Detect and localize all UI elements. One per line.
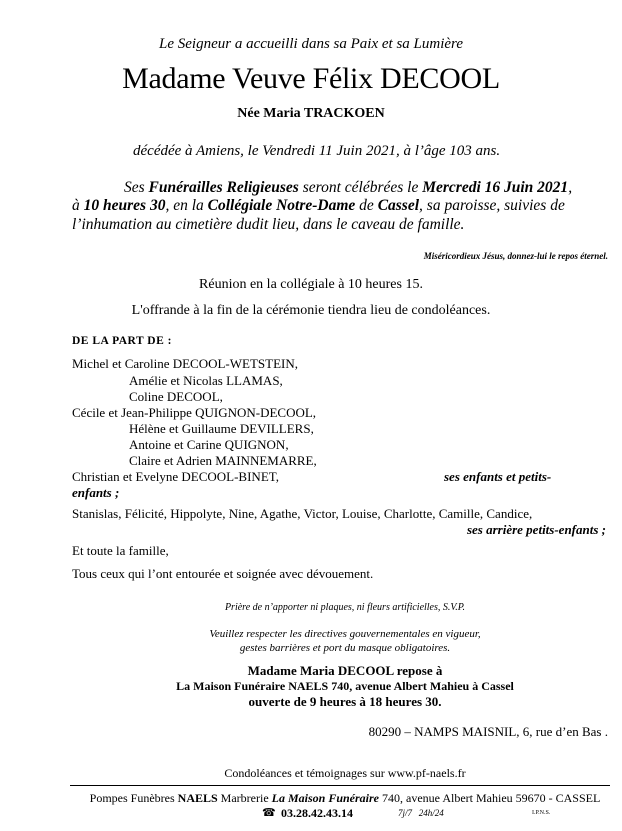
funeral-home-line: Pompes Funèbres NAELS Marbrerie La Maison Funéraire 740, avenue Albert Mahieu 59670 - CASSEL [89, 791, 601, 805]
part-header: DE LA PART DE : [72, 335, 172, 347]
footer-divider [70, 785, 610, 786]
caregivers-text: Tous ceux qui l’ont entourée et soignée avec dévouement. [72, 566, 374, 581]
condolences-text: Condoléances et témoignages sur www.pf-naels.fr [224, 766, 466, 780]
rest-line-3: ouverte de 9 heures à 18 heures 30. [248, 694, 442, 709]
family-member: Amélie et Nicolas LLAMAS, [129, 373, 283, 388]
rest-line-1: Madame Maria DECOOL repose à [247, 663, 443, 678]
covid-note-1: Veuillez respecter les directives gouvernementales en vigueur, [209, 628, 481, 640]
children-label-2: enfants ; [72, 485, 120, 500]
family-member: Hélène et Guillaume DEVILLERS, [129, 421, 314, 436]
covid-note-2: gestes barrières et port du masque obligatoires. [239, 642, 451, 654]
whole-family-text: Et toute la famille, [72, 543, 169, 558]
funeral-line-2: à 10 heures 30, en la Collégiale Notre-Dame de Cassel, sa paroisse, suivies de [72, 197, 565, 214]
death-notice: décédée à Amiens, le Vendredi 11 Juin 2021, à l’âge 103 ans. [133, 143, 501, 159]
family-member: Coline DECOOL, [129, 389, 223, 404]
phone-number: 03.28.42.43.14 [281, 806, 353, 820]
family-address: 80290 – NAMPS MAISNIL, 6, rue d’en Bas . [368, 724, 608, 739]
great-grandchildren-names: Stanislas, Félicité, Hippolyte, Nine, Agathe, Victor, Louise, Charlotte, Camille, Candice, [72, 506, 533, 521]
reunion-text: Réunion en la collégiale à 10 heures 15. [199, 277, 423, 292]
funeral-line-3: l’inhumation au cimetière dudit lieu, dans le caveau de famille. [72, 216, 465, 233]
ipns-code: I.P.N.S. [532, 810, 551, 816]
family-member: Antoine et Carine QUIGNON, [129, 437, 289, 452]
family-member: Claire et Adrien MAINNEMARRE, [129, 453, 317, 468]
family-member: Michel et Caroline DECOOL-WETSTEIN, [72, 356, 298, 371]
intro-text: Le Seigneur a accueilli dans sa Paix et sa Lumière [159, 36, 463, 52]
family-member: Cécile et Jean-Philippe QUIGNON-DECOOL, [72, 405, 317, 420]
funeral-line-1: Ses Funérailles Religieuses seront célébrées le Mercredi 16 Juin 2021, [124, 179, 573, 196]
opening-hours: 7j/7 24h/24 [398, 808, 444, 818]
deceased-name: Madame Veuve Félix DECOOL [122, 62, 500, 95]
great-grandchildren-label: ses arrière petits-enfants ; [466, 522, 606, 537]
offering-text: L'offrande à la fin de la cérémonie tiendra lieu de condoléances. [131, 303, 491, 318]
children-label-1: ses enfants et petits- [444, 469, 552, 484]
family-member: Christian et Evelyne DECOOL-BINET, [72, 469, 279, 484]
telephone-icon: ☎ [262, 807, 276, 819]
rest-line-2: La Maison Funéraire NAELS 740, avenue Albert Mahieu à Cassel [176, 679, 514, 693]
no-plaques-note: Prière de n’apporter ni plaques, ni fleurs artificielles, S.V.P. [224, 602, 466, 613]
prayer-text: Miséricordieux Jésus, donnez-lui le repos éternel. [423, 251, 608, 261]
maiden-name: Née Maria TRACKOEN [237, 106, 385, 121]
